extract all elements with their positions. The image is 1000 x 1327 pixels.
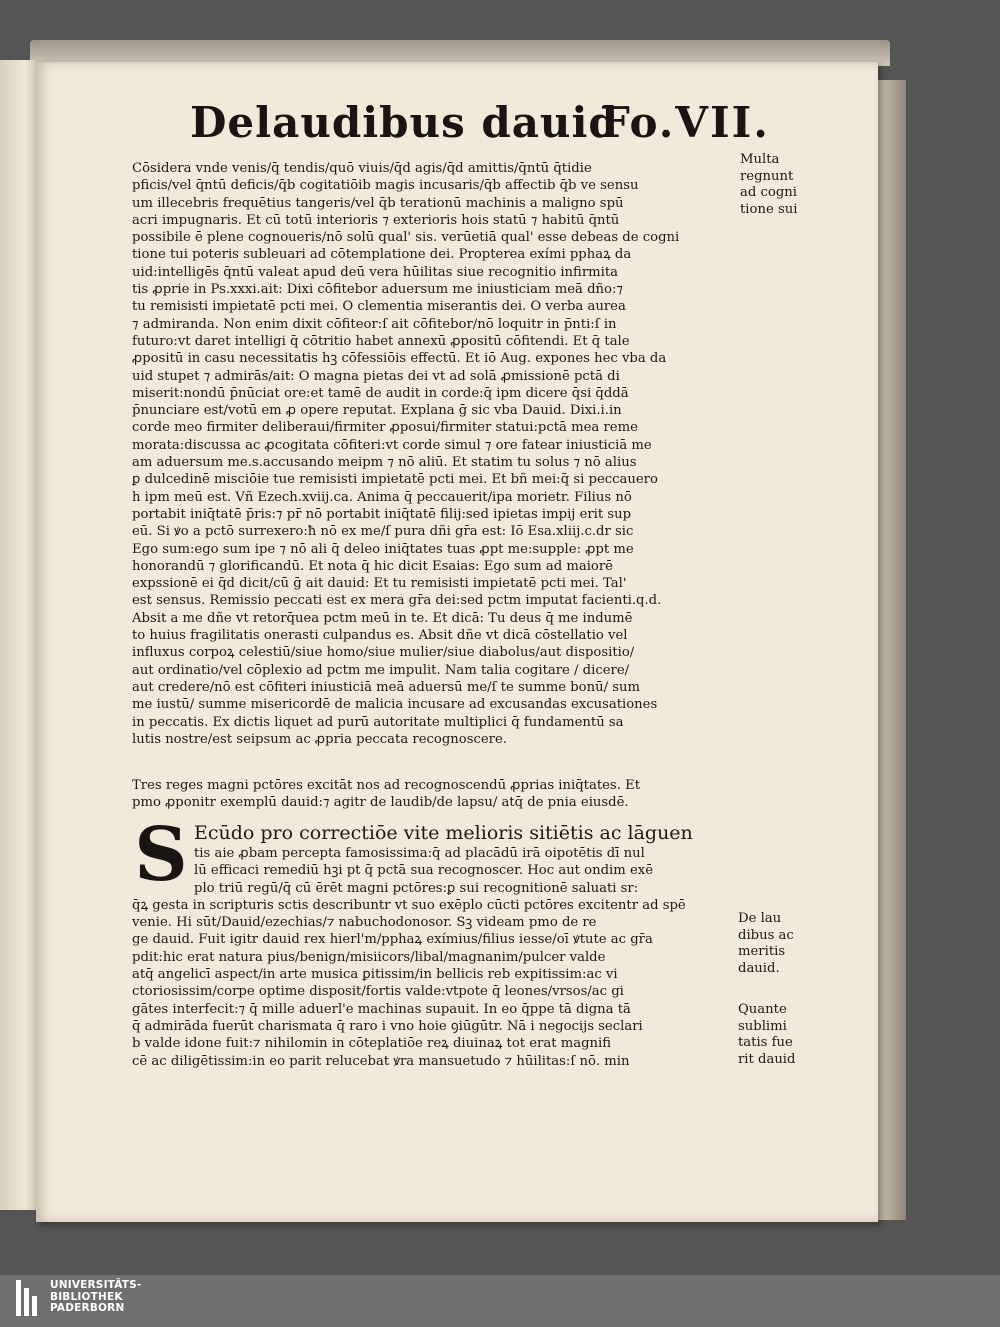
text-line: plo triū regū/q̄ cū ērēt magni pctōres:ꝑ sui recognitionē saluati sr: (194, 880, 639, 896)
margin-note-line: tatis fue (738, 1035, 793, 1050)
text-line: honorandū ⁊ glorificandū. Et nota q̄ hic dicit Esaias: Ego sum ad maiorē (132, 558, 613, 574)
text-line: in peccatis. Ex dictis liquet ad purū autoritate multiplici q̄ fundamentū sa (132, 714, 624, 730)
text-line: ctoriosissim/corpe optime disposit/fortis valde:vtpote q̄ leones/vrsos/ac gi (132, 984, 624, 1000)
text-line: pdit:hic erat natura pius/benign/misiicors/libal/magnanim/pulcer valde (132, 949, 606, 965)
text-line: to huius fragilitatis onerasti culpandus es. Absit dñe vt dicā cōstellatio vel (132, 628, 628, 644)
margin-note-line: rit dauid (738, 1051, 796, 1067)
text-line: eū. Si ꝟo a pctō surrexero:ħ nō ex me/ſ pura dñi gr̄a est: Iō Esa.xliij.c.dr sic (132, 524, 634, 540)
text-line: q̄ꝝ gesta in scripturis sctis describuntr vt suo exēplo cūcti pctōres excitentr ad spē (132, 897, 686, 913)
text-line: acri impugnaris. Et cū totū interioris ⁊ exterioris hois statū ⁊ habitū q̄ntū (132, 212, 620, 228)
text-line: Absit a me dñe vt retorq̄uea pctm meū in te. Et dicā: Tu deus q̄ me indumē (132, 610, 633, 626)
logo-text-line: BIBLIOTHEK (50, 1290, 123, 1303)
margin-note-line: tione sui (740, 201, 798, 217)
footer-bar (0, 1275, 1000, 1327)
text-line: am aduersum me.s.accusando meipm ⁊ nō aliū. Et statim tu solus ⁊ nō alius (132, 455, 637, 471)
main-text-block (132, 160, 732, 748)
text-line: ge dauid. Fuit igitr dauid rex hierl'm/pphaꝝ exímius/filius iesse/oī ꝟtute ac gr̄a (132, 932, 653, 948)
text-line: ꝓpositū in casu necessitatis hꝫ cōfessiōis effectū. Et iō Aug. expones hec vba da (132, 351, 667, 367)
text-line: aut ordinatio/vel cōplexio ad pctm me impulit. Nam talia cogitare / dicere/ (132, 662, 630, 678)
text-line: venie. Hi sūt/Dauid/ezechias/⁊ nabuchodonosor. Sꝫ videam pmo de re (132, 915, 597, 931)
text-line: gātes interfecit:⁊ q̄ mille aduerl'e machinas supauit. In eo q̄ppe tā digna tā (132, 1001, 631, 1017)
text-line: miserit:nondū p̄nūciat ore:et tamē de audit in corde:q̄ ipm dicere q̄si q̄ddā (132, 385, 629, 401)
text-line: portabit iniq̄tatē p̄ris:⁊ pr̄ nō portabit iniq̄tatē filij:sed ipietas impij erit sup (132, 506, 632, 522)
text-line: Ego sum:ego sum ipe ⁊ nō ali q̄ deleo iniq̄tates tuas ꝓpt me:supple: ꝓpt me (132, 541, 634, 557)
text-line: morata:discussa ac ꝓcogitata cōfiteri:vt corde simul ⁊ ore fatear iniusticiā me (132, 437, 652, 453)
margin-note-line: ad cogni (740, 185, 797, 200)
text-line: atq̄ angelicī aspect/in arte musica ꝑitissim/in bellicis reb expitissim:ac vi (132, 967, 618, 983)
logo-text-line: UNIVERSITÄTS- (50, 1279, 142, 1291)
text-line: um illecebris frequētius tangeris/vel q̄b terationū machinis a maligno spū (132, 195, 624, 211)
margin-note-line: regnunt (740, 168, 794, 184)
text-line: tis ꝓprie in Ps.xxxi.ait: Dixi cōfitebor aduersum me iniusticiam meā dño:⁊ (132, 282, 623, 298)
running-head (190, 98, 790, 158)
text-line: Cōsidera vnde venis/q̄ tendis/quō viuis/q̄d agis/q̄d amittis/q̄ntū q̄tidie (132, 161, 592, 176)
paragraph-secundo (132, 812, 732, 1070)
folio-number: Fo.VII. (600, 98, 770, 147)
margin-note-line: sublimi (738, 1018, 787, 1034)
facing-page-edge (0, 60, 36, 1210)
text-line: influxus corpoꝝ celestiū/siue homo/siue mulier/siue diabolus/aut dispositio/ (132, 645, 635, 661)
text-line: Tres reges magni pctōres excitāt nos ad recognoscendū ꝓprias iniq̄tates. Et (132, 778, 641, 793)
margin-note-line: dauid. (738, 960, 780, 976)
library-logo-icon (16, 1280, 36, 1316)
margin-note-line: meritis (738, 944, 786, 959)
text-line: uid:intelligēs q̄ntū valeat apud deū vera hūilitas siue recognitio infirmita (132, 264, 619, 280)
text-line: cē ac diligētissim:in eo parit relucebat ꝟra mansuetudo ⁊ hūilitas:ſ nō. min (132, 1053, 630, 1069)
text-line: tu remisisti impietatē pcti mei. O clementia miserantis dei. O verba aurea (132, 299, 626, 315)
text-line: h̄ ipm meū est. Vñ Ezech.xviij.ca. Anima q̄ peccauerit/ipa morietr. Filius nō (132, 489, 632, 505)
text-line: Ecūdo pro correctiōe vite melioris sitiētis ac lāguen (194, 822, 693, 844)
running-title: Delaudibus dauid (190, 98, 619, 147)
margin-note-line: Multa (740, 152, 780, 167)
margin-note-quante (738, 1002, 795, 1068)
text-line: pmo ꝓponitr exemplū dauid:⁊ agitr de laudib/de lapsu/ atq̄ de pnia eiusdē. (132, 795, 629, 811)
text-line: q̄ admirāda fuerūt charismata q̄ raro i vno hoie ꝯiūgūtr. Nā i negocijs seclari (132, 1018, 643, 1034)
margin-note-line: De lau (738, 911, 782, 926)
text-line: ꝑ dulcedinē misciōie tue remisisti impietatē pcti mei. Et bñ mei:q̄ si peccauero (132, 472, 658, 488)
text-line: b valde idone fuit:⁊ nihilomin in cōteplatiōe reꝝ diuinaꝝ tot erat magnifi (132, 1036, 612, 1052)
text-line: aut credere/nō est cōfiteri iniusticiā meā aduersū me/ſ te summe bonū/ sum (132, 679, 641, 695)
text-line: lū efficaci remediū hꝫi pt q̄ pctā sua recognoscer. Hoc aut ondim exē (194, 863, 654, 879)
logo-text-line: PADERBORN (50, 1302, 125, 1314)
text-line: tis aie ꝓbam percepta famosissima:q̄ ad placādū irā oipotētis dī nul (194, 846, 645, 861)
text-line: futuro:vt daret intelligi q̄ cōtritio habet annexū ꝓpositū cōfitendi. Et q̄ tale (132, 333, 630, 349)
text-line: possibile ē plene cognoueris/nō solū qual' sis. verūetiā qual' esse debeas de cogni (132, 230, 680, 246)
margin-note-de-laudibus (738, 911, 794, 977)
text-line: ⁊ admiranda. Non enim dixit cōfiteor:ſ ait cōfitebor/nō loquitr in p̄nti:ſ in (132, 316, 617, 332)
decorated-initial: S (134, 812, 188, 898)
text-line: uid stupet ⁊ admirās/ait: O magna pietas dei vt ad solā ꝓmissionē pctā di (132, 368, 620, 384)
text-line: p̄nunciare est/votū em ꝓ opere reputat. Explana ḡ sic vba Dauid. Dixi.i.in (132, 403, 622, 419)
text-line: lutis nostre/est seipsum ac ꝓpria peccata recognoscere. (132, 731, 507, 747)
library-logo-text (50, 1280, 141, 1315)
text-line: est sensus. Remissio peccati est ex mera gr̄a dei:sed pctm imputat facienti.q.d. (132, 593, 662, 609)
text-line: me iustū/ summe misericordē de malicia incusare ad excusandas excusationes (132, 697, 658, 713)
margin-note-line: Quante (738, 1002, 787, 1017)
margin-note-multa (740, 152, 797, 218)
text-line: corde meo firmiter deliberaui/firmiter ꝓposui/firmiter statui:pctā mea reme (132, 420, 638, 436)
text-line: expssionē ei q̄d dicit/cū ḡ ait dauid: Et tu remisisti impietatē pcti mei. Tal' (132, 576, 627, 592)
paragraph-three-kings (132, 777, 732, 812)
text-line: pficis/vel q̄ntū deficis/q̄b cogitatiōib magis incusaris/q̄b affectib q̄b ve sensu (132, 178, 639, 194)
text-line: tione tui poteris subleuari ad cōtemplatione dei. Propterea exími pphaꝝ da (132, 247, 632, 263)
margin-note-line: dibus ac (738, 927, 794, 943)
